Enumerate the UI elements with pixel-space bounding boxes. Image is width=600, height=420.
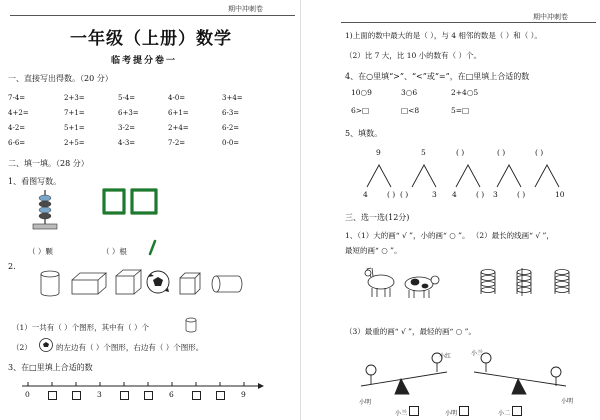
number-line-label: 6: [169, 390, 174, 399]
compare-item: 5=□: [451, 106, 470, 115]
question-3-label: 3、在□里填上合适的数: [8, 363, 93, 372]
number-line-answer-box[interactable]: [48, 391, 57, 400]
page-header: 期中冲刺卷: [533, 13, 568, 21]
page-title: 一年级（上册）数学: [70, 29, 232, 49]
animals-image: [363, 262, 443, 304]
answer-box[interactable]: [409, 406, 419, 416]
question-4-label: 4、在○里填“>”、“<”或“=”，在□里填上合适的数: [345, 72, 530, 81]
arithmetic-item: 7-4=: [8, 94, 26, 102]
header-divider: [10, 15, 295, 16]
compare-item: 10○9: [351, 88, 372, 97]
arithmetic-item: 6-3=: [222, 109, 240, 117]
cylinder-icon: [41, 271, 59, 296]
small-ball-icon: [38, 337, 54, 353]
tree-branch: [412, 165, 436, 187]
page-header: 期中冲刺卷: [228, 5, 263, 13]
seesaw-left-label-1: 小明: [359, 399, 372, 406]
arithmetic-item: 6-2=: [222, 124, 240, 132]
lying-cylinder-icon: [212, 276, 242, 292]
header-divider: [341, 22, 596, 23]
arithmetic-item: 4-0=: [168, 94, 186, 102]
seesaw-right-label-1: 小兰: [471, 350, 484, 357]
right-q-top-2: （2）比 7 大，比 10 小的数有（ ）个。: [345, 51, 482, 60]
number-line-answer-box[interactable]: [192, 391, 201, 400]
tree-bottom-left: 4: [452, 190, 457, 199]
tree-bottom-left: 4: [363, 190, 368, 199]
number-line-answer-box[interactable]: [120, 391, 129, 400]
tree-top: ( ): [456, 148, 465, 157]
answer-box[interactable]: [459, 406, 469, 416]
arithmetic-item: 7+1=: [64, 109, 85, 117]
arithmetic-item: 5+1=: [64, 124, 85, 132]
q2-line-2: 的左边有（ ）个图形，右边有（ ）个图形。: [56, 343, 204, 352]
stick-icon: [148, 240, 158, 256]
question-1-label: 1、看图写数。: [8, 177, 62, 186]
cuboid-icon: [72, 273, 106, 294]
answer-label: 小二: [498, 410, 511, 417]
sticks-answer-label: （ ）根: [102, 247, 127, 256]
tree-bottom-left: ( ): [400, 190, 409, 199]
tree-branch: [497, 165, 521, 187]
number-line-label: 9: [241, 390, 246, 399]
s3-question-1a: 1、（1）大的画“ √ ”，小的画“ ○ ”。 （2）最长的线画“ √ ”，: [345, 231, 554, 240]
answer-label: 小兰: [395, 410, 408, 417]
tree-branches: [301, 140, 600, 220]
tree-bottom-right: ( ): [476, 190, 485, 199]
number-line-answer-box[interactable]: [144, 391, 153, 400]
tree-top: 9: [376, 148, 381, 157]
arithmetic-item: 2+4=: [168, 124, 189, 132]
coil-icon-3: [555, 270, 569, 295]
seesaw-right-image: [466, 342, 586, 404]
number-line-label: 3: [97, 390, 102, 399]
section-2-heading: 二、填一填。（28 分）: [8, 159, 89, 168]
arithmetic-item: 4-2=: [8, 124, 26, 132]
tree-branch: [456, 165, 480, 187]
shapes-row: [38, 268, 268, 300]
question-5-label: 5、填数。: [345, 129, 383, 138]
tree-bottom-right: ( ): [517, 190, 526, 199]
tree-top: ( ): [497, 148, 506, 157]
arithmetic-item: 2+5=: [64, 139, 85, 147]
answer-label: 小明: [445, 410, 458, 417]
q2-line-1: （1）一共有（ ）个图形，其中有（ ）个: [12, 323, 150, 332]
tree-branch: [535, 165, 559, 187]
arithmetic-item: 0-0=: [222, 139, 240, 147]
abacus-icon: [30, 188, 60, 233]
right-page: [300, 0, 600, 420]
cube-icon: [116, 270, 141, 294]
number-line-label: 0: [25, 390, 30, 399]
section-1-heading: 一、直接写出得数。（20 分）: [8, 74, 113, 83]
goat-icon: [365, 268, 394, 297]
section-3-heading: 三、选一选(12分): [345, 213, 410, 222]
tree-top: ( ): [535, 148, 544, 157]
arithmetic-item: 7-2=: [168, 139, 186, 147]
tree-bottom-right: 10: [555, 190, 565, 199]
q2-line-2-prefix: （2）: [12, 343, 32, 352]
arithmetic-item: 2+3=: [64, 94, 85, 102]
arithmetic-item: 6-6=: [8, 139, 26, 147]
arithmetic-item: 4+2=: [8, 109, 29, 117]
ball-icon: [147, 271, 169, 293]
arithmetic-item: 6+1=: [168, 109, 189, 117]
tree-bottom-right: ( ): [387, 190, 396, 199]
cow-icon: [405, 276, 439, 298]
cube-icon-2: [180, 273, 200, 294]
question-2-label: 2.: [8, 262, 16, 271]
arithmetic-item: 4-3=: [118, 139, 136, 147]
tree-bottom-left: 3: [493, 190, 498, 199]
sticks-icon: [100, 186, 170, 218]
small-cylinder-icon: [184, 316, 198, 334]
s3-question-1b: 最短的画“ ○ ”。: [345, 246, 402, 255]
compare-item: 2+4○5: [451, 88, 479, 97]
abacus-answer-label: （ ）颗: [28, 247, 53, 256]
arithmetic-item: 3+4=: [222, 94, 243, 102]
compare-item: □<8: [401, 106, 420, 115]
seesaw-right-label-2: 小明: [561, 398, 574, 405]
coil-icon-2: [517, 268, 531, 296]
answer-box[interactable]: [512, 406, 522, 416]
arithmetic-item: 3-2=: [118, 124, 136, 132]
seesaw-left-label-2: 小红: [439, 353, 452, 360]
arithmetic-item: 5-4=: [118, 94, 136, 102]
page-subtitle: 临考提分卷一: [111, 56, 178, 66]
coil-icon-1: [481, 270, 495, 295]
tree-bottom-right: 3: [432, 190, 437, 199]
number-line-answer-box[interactable]: [72, 391, 81, 400]
compare-item: 3○6: [401, 88, 418, 97]
tree-branch: [367, 165, 391, 187]
coils-image: [476, 264, 591, 304]
tree-top: 5: [421, 148, 426, 157]
compare-item: 6>□: [351, 106, 370, 115]
right-q-top-1: 1)上面的数中最大的是（ ），与 4 相邻的数是（ ）和（ ）。: [345, 31, 542, 40]
s3-question-3: （3）最重的画“ √ ”，最轻的画“ ○ ”。: [345, 327, 476, 336]
arithmetic-item: 6+3=: [118, 109, 139, 117]
number-line-answer-box[interactable]: [216, 391, 225, 400]
